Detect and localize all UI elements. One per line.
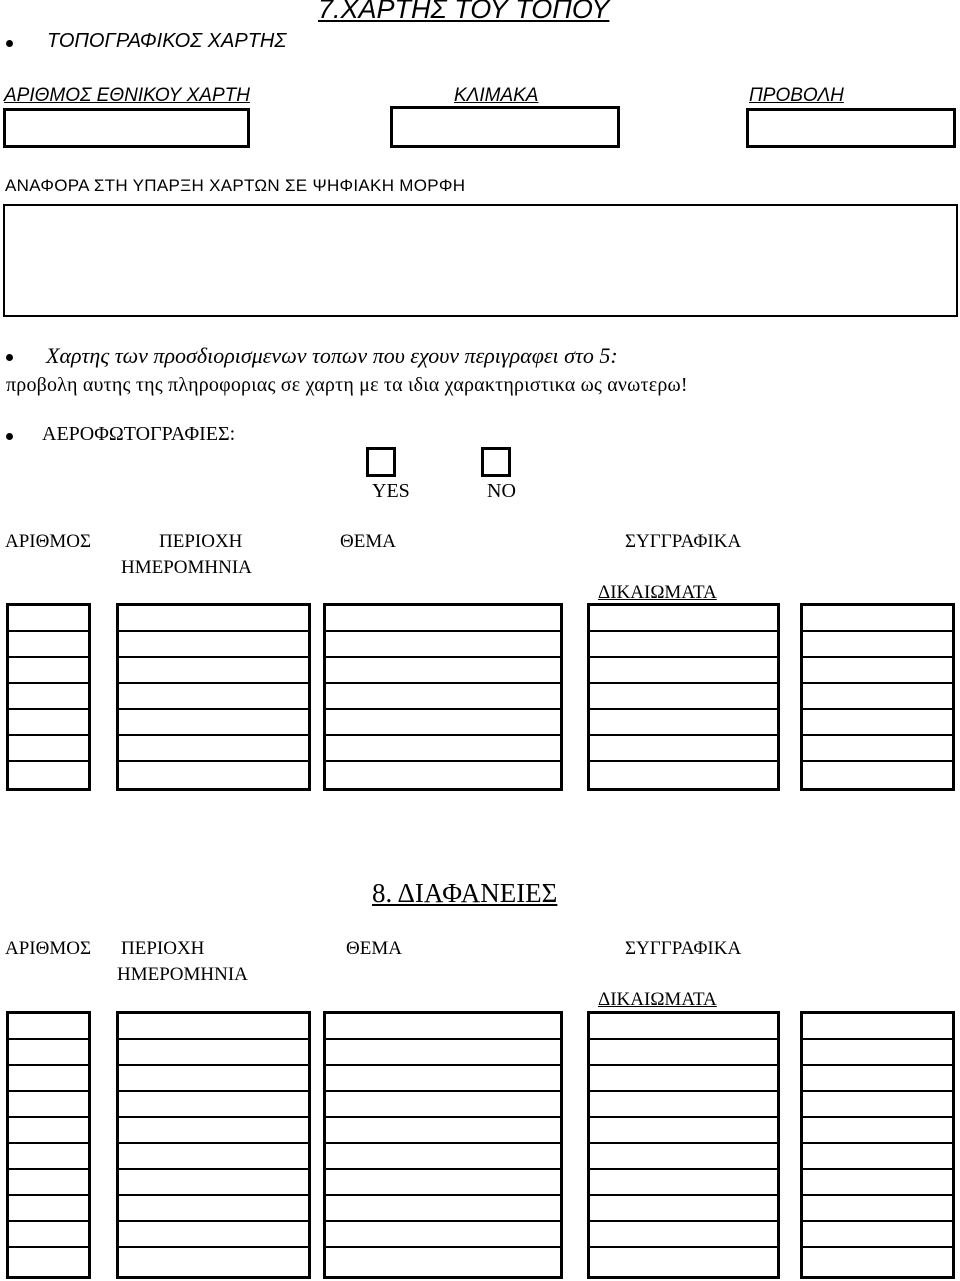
s8-table-column-extra[interactable] — [800, 1011, 955, 1279]
table-row[interactable] — [326, 1014, 560, 1040]
col-header-copyright-2: ΔΙΚΑΙΩΜΑΤΑ — [598, 582, 717, 603]
table-row[interactable] — [326, 684, 560, 710]
table-row[interactable] — [803, 1170, 952, 1196]
table-row[interactable] — [9, 710, 88, 736]
table-row[interactable] — [119, 1066, 308, 1092]
projection-label: ΠΡΟΒΟΛΗ — [749, 85, 844, 106]
s8-table-column-number[interactable] — [6, 1011, 91, 1279]
table-row[interactable] — [326, 1040, 560, 1066]
table-row[interactable] — [326, 1118, 560, 1144]
s8-col-header-area: ΠΕΡΙΟΧΗ — [121, 938, 205, 959]
no-checkbox[interactable] — [481, 447, 511, 477]
table-row[interactable] — [9, 658, 88, 684]
table-row[interactable] — [326, 1196, 560, 1222]
table-row[interactable] — [326, 606, 560, 632]
table-row[interactable] — [119, 1248, 308, 1274]
s8-table-column-copyright[interactable] — [587, 1011, 780, 1279]
table-row[interactable] — [119, 762, 308, 788]
digital-maps-field[interactable] — [3, 204, 958, 317]
table-row[interactable] — [9, 1248, 88, 1274]
table-column-area-date[interactable] — [116, 603, 311, 791]
s8-table-column-area-date[interactable] — [116, 1011, 311, 1279]
table-row[interactable] — [326, 710, 560, 736]
table-row[interactable] — [803, 1040, 952, 1066]
table-row[interactable] — [326, 762, 560, 788]
table-row[interactable] — [119, 632, 308, 658]
table-row[interactable] — [9, 1040, 88, 1066]
table-row[interactable] — [590, 710, 777, 736]
projection-field[interactable] — [746, 108, 956, 148]
table-row[interactable] — [590, 1222, 777, 1248]
table-row[interactable] — [803, 762, 952, 788]
table-row[interactable] — [326, 1066, 560, 1092]
digital-maps-label: ΑΝΑΦΟΡΑ ΣΤΗ ΥΠΑΡΞΗ ΧΑΡΤΩΝ ΣΕ ΨΗΦΙΑΚΗ ΜΟΡΦΗ — [5, 176, 466, 195]
table-row[interactable] — [590, 1092, 777, 1118]
s8-col-header-date: ΗΜΕΡΟΜΗΝΙΑ — [117, 964, 248, 985]
table-row[interactable] — [803, 684, 952, 710]
table-row[interactable] — [803, 1248, 952, 1274]
table-row[interactable] — [9, 1170, 88, 1196]
bullet-icon — [6, 40, 13, 47]
table-column-extra[interactable] — [800, 603, 955, 791]
table-row[interactable] — [590, 1170, 777, 1196]
table-row[interactable] — [590, 1144, 777, 1170]
table-row[interactable] — [590, 1248, 777, 1274]
table-row[interactable] — [326, 1248, 560, 1274]
map-number-label: ΑΡΙΘΜΟΣ ΕΘΝΙΚΟΥ ΧΑΡΤΗ — [4, 85, 250, 106]
table-row[interactable] — [326, 736, 560, 762]
table-row[interactable] — [119, 684, 308, 710]
s8-col-header-subject: ΘΕΜΑ — [346, 938, 402, 959]
table-row[interactable] — [590, 684, 777, 710]
table-row[interactable] — [326, 658, 560, 684]
yes-checkbox[interactable] — [366, 447, 396, 477]
table-row[interactable] — [803, 632, 952, 658]
table-row[interactable] — [119, 606, 308, 632]
table-row[interactable] — [326, 1144, 560, 1170]
table-row[interactable] — [119, 1144, 308, 1170]
table-row[interactable] — [803, 1222, 952, 1248]
table-row[interactable] — [326, 1222, 560, 1248]
table-row[interactable] — [9, 684, 88, 710]
table-row[interactable] — [590, 1014, 777, 1040]
table-row[interactable] — [590, 762, 777, 788]
table-row[interactable] — [9, 1118, 88, 1144]
s8-col-header-copyright-2: ΔΙΚΑΙΩΜΑΤΑ — [598, 989, 717, 1010]
table-row[interactable] — [326, 1170, 560, 1196]
table-column-number[interactable] — [6, 603, 91, 791]
scale-field[interactable] — [390, 106, 620, 148]
s8-col-header-copyright: ΣΥΓΓΡΑΦΙΚΑ — [625, 938, 742, 959]
table-row[interactable] — [119, 1118, 308, 1144]
table-row[interactable] — [119, 1170, 308, 1196]
col-header-subject: ΘΕΜΑ — [340, 531, 396, 552]
table-row[interactable] — [119, 1014, 308, 1040]
table-row[interactable] — [9, 1222, 88, 1248]
table-row[interactable] — [119, 710, 308, 736]
table-row[interactable] — [803, 606, 952, 632]
table-row[interactable] — [590, 1118, 777, 1144]
table-row[interactable] — [119, 1196, 308, 1222]
table-row[interactable] — [590, 1196, 777, 1222]
table-row[interactable] — [590, 658, 777, 684]
section-7-title: 7.ΧΑΡΤΗΣ ΤΟΥ ΤΟΠΟΥ — [318, 0, 610, 24]
table-row[interactable] — [803, 1014, 952, 1040]
col-header-date: ΗΜΕΡΟΜΗΝΙΑ — [121, 557, 252, 578]
s8-table-column-subject[interactable] — [323, 1011, 563, 1279]
table-row[interactable] — [9, 1144, 88, 1170]
table-row[interactable] — [803, 736, 952, 762]
table-row[interactable] — [119, 1092, 308, 1118]
table-row[interactable] — [803, 1092, 952, 1118]
table-column-subject[interactable] — [323, 603, 563, 791]
aerial-photos-label: ΑΕΡΟΦΩΤΟΓΡΑΦΙΕΣ: — [42, 423, 236, 445]
no-label: NO — [487, 480, 516, 502]
table-row[interactable] — [9, 762, 88, 788]
topo-map-label: ΤΟΠΟΓΡΑΦΙΚΟΣ ΧΑΡΤΗΣ — [47, 30, 287, 52]
table-row[interactable] — [590, 606, 777, 632]
s8-col-header-number: ΑΡΙΘΜΟΣ — [5, 938, 92, 959]
table-row[interactable] — [9, 1092, 88, 1118]
table-row[interactable] — [803, 1144, 952, 1170]
table-row[interactable] — [803, 1196, 952, 1222]
table-row[interactable] — [9, 606, 88, 632]
table-row[interactable] — [590, 632, 777, 658]
table-row[interactable] — [590, 736, 777, 762]
scale-label: ΚΛΙΜΑΚΑ — [454, 85, 539, 106]
table-row[interactable] — [326, 632, 560, 658]
table-row[interactable] — [590, 1066, 777, 1092]
table-row[interactable] — [590, 1040, 777, 1066]
col-header-copyright: ΣΥΓΓΡΑΦΙΚΑ — [625, 531, 742, 552]
map-number-field[interactable] — [3, 108, 250, 148]
table-row[interactable] — [9, 1014, 88, 1040]
bullet-icon — [6, 354, 13, 361]
table-row[interactable] — [9, 1066, 88, 1092]
col-header-area: ΠΕΡΙΟΧΗ — [159, 531, 243, 552]
table-row[interactable] — [803, 710, 952, 736]
yes-label: YES — [372, 480, 410, 502]
table-row[interactable] — [326, 1092, 560, 1118]
table-row[interactable] — [9, 1196, 88, 1222]
table-row[interactable] — [119, 1040, 308, 1066]
table-row[interactable] — [119, 1222, 308, 1248]
table-row[interactable] — [803, 1066, 952, 1092]
table-row[interactable] — [803, 658, 952, 684]
table-column-copyright[interactable] — [587, 603, 780, 791]
section-8-title: 8. ΔΙΑΦΑΝΕΙΕΣ — [372, 878, 558, 908]
bullet-icon — [6, 433, 13, 440]
table-row[interactable] — [9, 632, 88, 658]
places-map-heading: Χαρτης των προσδιορισμενων τοπων που εχουν περιγραφει στο 5: — [46, 343, 618, 368]
table-row[interactable] — [119, 736, 308, 762]
places-map-text: προβολη αυτης της πληροφοριας σε χαρτη με τα ιδια χαρακτηριστικα ως ανωτερω! — [6, 374, 688, 396]
col-header-number: ΑΡΙΘΜΟΣ — [5, 531, 92, 552]
table-row[interactable] — [9, 736, 88, 762]
table-row[interactable] — [803, 1118, 952, 1144]
table-row[interactable] — [119, 658, 308, 684]
